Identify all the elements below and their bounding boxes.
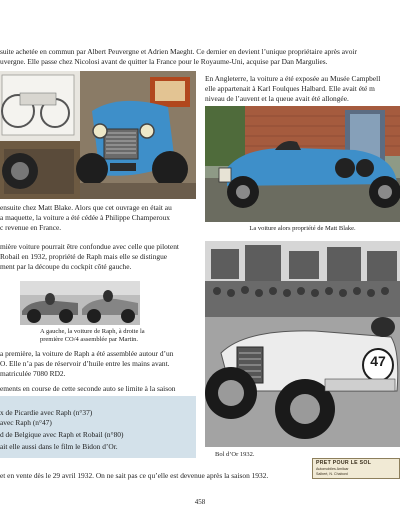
label-line-3: Salbert, N. Chabord xyxy=(316,472,348,476)
raph-line-3: matriculée 7080 RD2. xyxy=(0,369,66,378)
caption-bol-dor: Bol d’Or 1932. xyxy=(215,451,255,458)
photo-museum-cars xyxy=(0,71,196,199)
caption-blake: La voiture alors propriété de Matt Blake. xyxy=(249,225,356,232)
label-line-2: Automobiles Amilcar xyxy=(316,467,349,471)
blake-line-2: a maquette, la voiture a été cédée à Philippe Champeroux xyxy=(0,213,170,222)
first-line-2: Robail en 1932, propriété de Raph mais elle se distingue xyxy=(0,252,168,261)
result-item-1: x de Picardie avec Raph (n°37) xyxy=(0,408,93,417)
england-line-2: elle appartenait à Karl Foulques Halbard. Elle avait été m xyxy=(205,84,375,93)
first-line-3: ment par la découpe du cockpit côté gauche. xyxy=(0,262,132,271)
caption-raph-line-2: première CO/4 assemblée par Martin. xyxy=(40,336,139,343)
photo-blue-car-courtyard xyxy=(205,106,400,222)
blake-line-3: c revenue en France. xyxy=(0,223,62,232)
race-number: 47 xyxy=(370,353,386,369)
england-line-3: niveau de l’auvent et la queue avait été allongée. xyxy=(205,94,349,103)
england-line-1: En Angleterre, la voiture a été exposée au Musée Campbell xyxy=(205,74,381,83)
season-line-1: ements en course de cette seconde auto se limite à la saison xyxy=(0,384,176,393)
photo-bol-dor-race xyxy=(205,241,400,447)
label-line-1: PRET POUR LE SOL xyxy=(316,460,372,466)
results-box xyxy=(0,396,196,458)
raph-line-1: a première, la voiture de Raph a été assemblée autour d’un xyxy=(0,349,174,358)
page-number: 458 xyxy=(194,498,206,506)
caption-raph-line-1: A gauche, la voiture de Raph, à droite la xyxy=(40,328,145,335)
first-line-1: mière voiture pourrait être confondue avec celle que pilotent xyxy=(0,242,179,251)
photo-two-cars xyxy=(20,281,140,325)
result-item-2: avec Raph (n°47) xyxy=(0,418,52,427)
intro-line-2: uvergne. Elle passe chez Nicolosi avant de quitter la France pour le Royaume-Uni, acquise par Dan Margulies. xyxy=(0,57,328,66)
final-line: et en vente dès le 29 avril 1932. On ne sait pas ce qu’elle est devenue après la saison 1932. xyxy=(0,471,269,480)
result-item-4: ait elle aussi dans le film le Bidon d’Or. xyxy=(0,442,118,451)
raph-line-2: O. Elle n’a pas de réservoir d’huile entre les mains avant. xyxy=(0,359,170,368)
vintage-photo-label xyxy=(312,458,400,479)
blake-line-1: ensuite chez Matt Blake. Alors que cet ouvrage en était au xyxy=(0,203,172,212)
intro-line-1: suite achetée en commun par Albert Peuvergne et Adrien Maeght. Ce dernier en devient l’unique propriétaire après avoir xyxy=(0,47,357,56)
result-item-3: d de Belgique avec Raph et Robail (n°80) xyxy=(0,430,124,439)
